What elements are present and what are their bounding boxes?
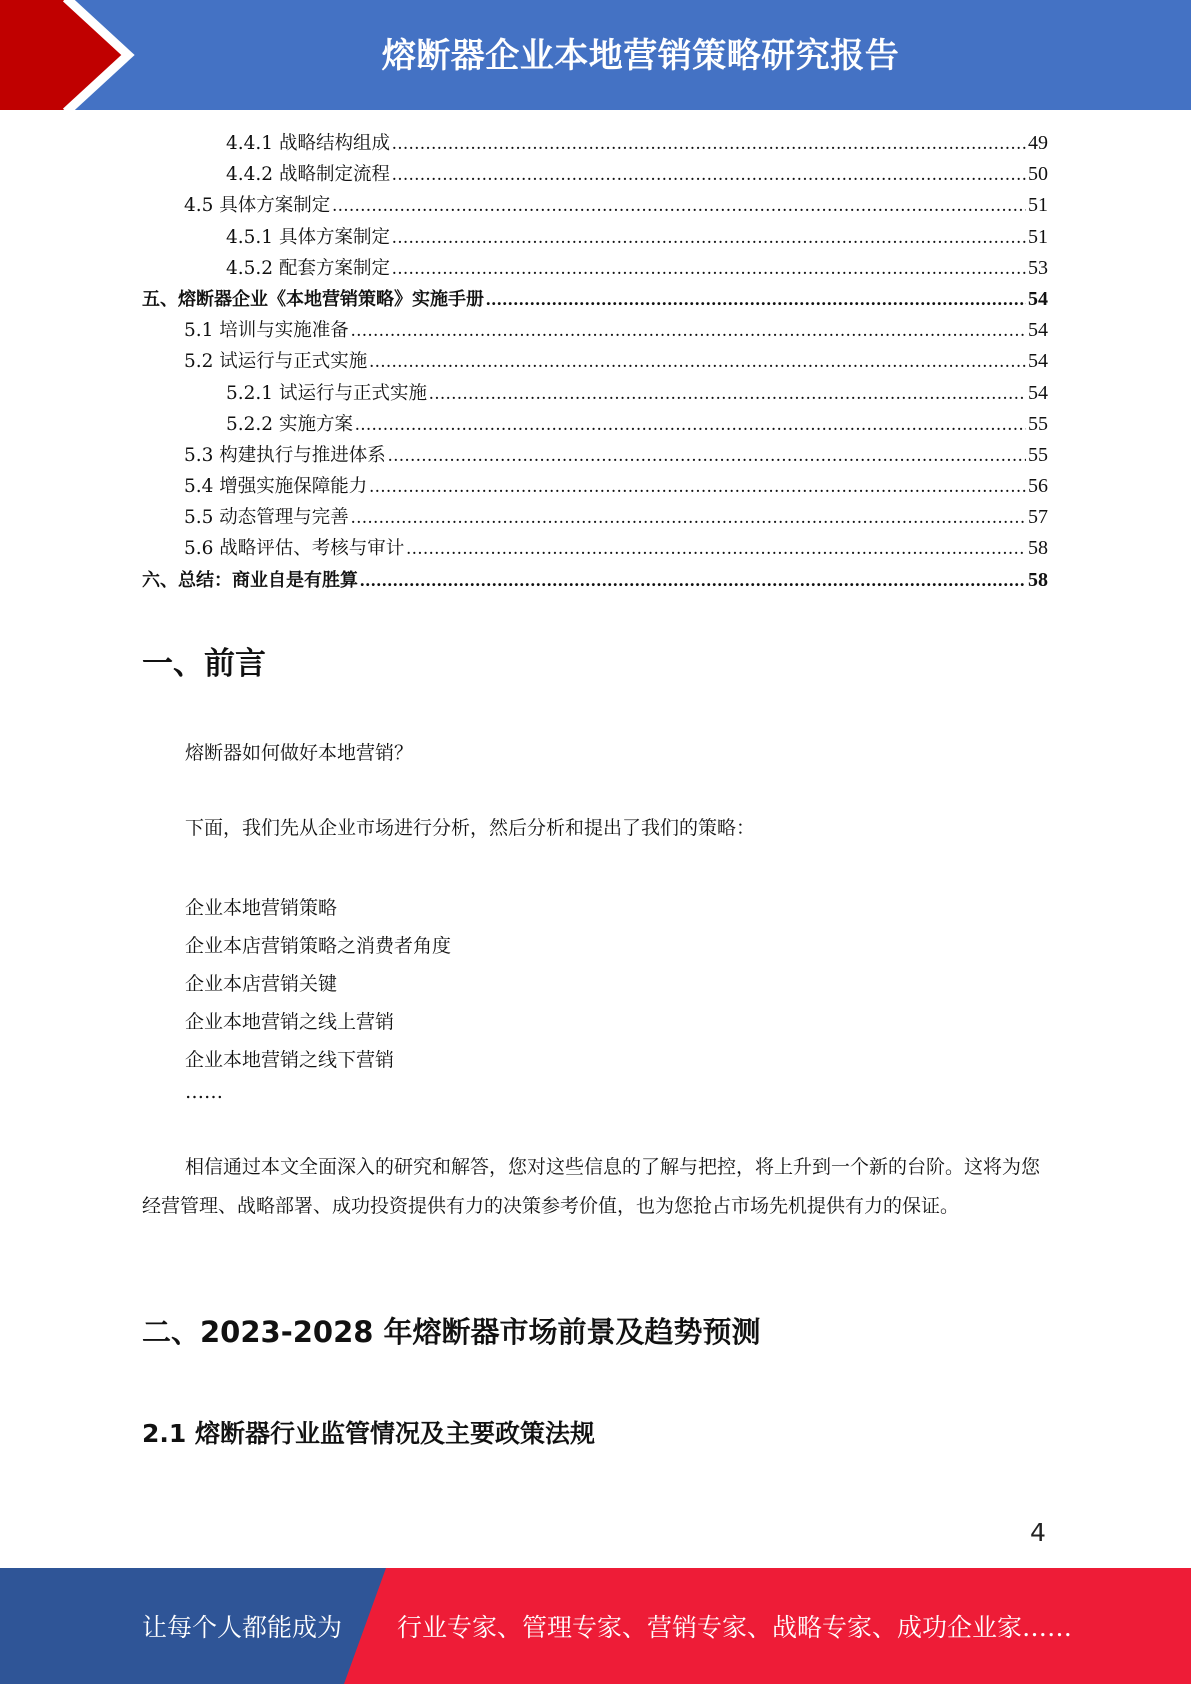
list-item-ellipsis: …… — [185, 1081, 223, 1103]
toc-entry-label: 5.1 培训与实施准备 — [184, 320, 349, 342]
toc-entry-page: 55 — [1028, 443, 1048, 466]
toc-entry-page: 55 — [1028, 412, 1048, 435]
toc-entry-page: 54 — [1028, 381, 1048, 404]
toc-entry-label: 4.4.1 战略结构组成 — [226, 133, 390, 154]
list-item: 企业本店营销策略之消费者角度 — [185, 935, 452, 957]
preface-intro: 下面，我们先从企业市场进行分析，然后分析和提出了我们的策略： — [185, 817, 756, 839]
preface-question: 熔断器如何做好本地营销？ — [185, 742, 414, 764]
toc-dot-leader — [429, 379, 1026, 410]
toc-entry-label: 5.2 试运行与正式实施 — [184, 351, 368, 373]
toc-entry-label: 五、熔断器企业《本地营销策略》实施手册 — [142, 288, 484, 310]
toc-entry[interactable] — [142, 565, 1048, 596]
footer-slogan-right: 行业专家、管理专家、营销专家、战略专家、成功企业家…… — [397, 1613, 1073, 1642]
toc-entry-label: 六、总结：商业自是有胜算 — [142, 569, 358, 591]
toc-entry-label: 5.3 构建执行与推进体系 — [184, 444, 386, 466]
toc-entry[interactable] — [142, 315, 1048, 346]
section-heading-preface: 一、前言 — [142, 646, 266, 682]
toc-entry-label: 5.2.2 实施方案 — [226, 413, 353, 435]
list-item: 企业本地营销之线下营销 — [185, 1049, 395, 1071]
toc-entry-page: 58 — [1028, 568, 1048, 591]
toc-dot-leader — [392, 254, 1026, 285]
preface-closing-paragraph: 相信通过本文全面深入的研究和解答，您对这些信息的了解与把控，将上升到一个新的台阶。这将为您经营管理、战略部署、成功投资提供有力的决策参考价值，也为您抢占市场先机提供有力的保证。 — [142, 1156, 1041, 1217]
toc-entry-label: 5.5 动态管理与完善 — [184, 507, 349, 529]
toc-dot-leader — [360, 565, 1026, 596]
list-item: 企业本店营销关键 — [185, 973, 338, 995]
strategy-list — [185, 889, 451, 1111]
toc-entry[interactable] — [142, 346, 1048, 377]
toc-dot-leader — [388, 441, 1026, 472]
toc-dot-leader — [369, 347, 1026, 378]
toc-dot-leader — [369, 472, 1026, 503]
page-footer — [0, 1568, 1191, 1684]
toc-entry-label: 4.5 具体方案制定 — [184, 195, 331, 217]
toc-entry-label: 5.4 增强实施保障能力 — [184, 476, 368, 498]
toc-entry-label: 5.6 战略评估、考核与审计 — [184, 538, 405, 560]
footer-slogan-left: 让每个人都能成为 — [142, 1613, 343, 1642]
toc-entry-page: 49 — [1028, 132, 1048, 154]
page-header — [0, 0, 1191, 110]
toc-entry-label: 5.2.1 试运行与正式实施 — [226, 382, 427, 404]
toc-entry-page: 58 — [1028, 537, 1048, 560]
toc-dot-leader — [486, 284, 1026, 315]
toc-entry[interactable] — [142, 284, 1048, 315]
toc-entry-page: 51 — [1028, 194, 1048, 217]
toc-dot-leader — [392, 160, 1026, 191]
toc-dot-leader — [351, 316, 1026, 347]
toc-entry[interactable] — [142, 378, 1048, 409]
report-title: 熔断器企业本地营销策略研究报告 — [381, 36, 900, 76]
toc-entry[interactable] — [142, 533, 1048, 564]
toc-dot-leader — [392, 223, 1026, 254]
toc-entry-page: 51 — [1028, 225, 1048, 248]
toc-entry-page: 54 — [1028, 350, 1048, 373]
toc-entry[interactable] — [142, 253, 1048, 284]
toc-entry-page: 54 — [1028, 319, 1048, 342]
toc-entry[interactable] — [142, 222, 1048, 253]
toc-entry-page: 50 — [1028, 163, 1048, 186]
toc-dot-leader — [406, 534, 1026, 565]
table-of-contents — [142, 128, 1048, 596]
toc-entry[interactable] — [142, 128, 1048, 159]
toc-entry-page: 56 — [1028, 475, 1048, 498]
toc-entry[interactable] — [142, 190, 1048, 221]
page-number: 4 — [1030, 1518, 1046, 1547]
toc-entry-label: 4.4.2 战略制定流程 — [226, 164, 390, 186]
toc-dot-leader — [351, 503, 1026, 534]
toc-entry-label: 4.5.1 具体方案制定 — [226, 226, 390, 248]
toc-entry-page: 54 — [1028, 287, 1048, 310]
toc-entry[interactable] — [142, 440, 1048, 471]
toc-entry-label: 4.5.2 配套方案制定 — [226, 257, 390, 279]
section-heading-market-outlook: 二、2023-2028 年熔断器市场前景及趋势预测 — [142, 1315, 761, 1349]
toc-entry[interactable] — [142, 471, 1048, 502]
toc-entry[interactable] — [142, 409, 1048, 440]
list-item: 企业本地营销之线上营销 — [185, 1011, 395, 1033]
toc-dot-leader — [355, 410, 1026, 441]
toc-entry[interactable] — [142, 159, 1048, 190]
toc-dot-leader — [332, 191, 1026, 222]
list-item: 企业本地营销策略 — [185, 897, 338, 919]
toc-dot-leader — [392, 129, 1026, 160]
toc-entry-page: 53 — [1028, 256, 1048, 279]
toc-entry-page: 57 — [1028, 506, 1048, 529]
toc-entry[interactable] — [142, 502, 1048, 533]
subsection-heading-regulation: 2.1 熔断器行业监管情况及主要政策法规 — [142, 1419, 595, 1448]
